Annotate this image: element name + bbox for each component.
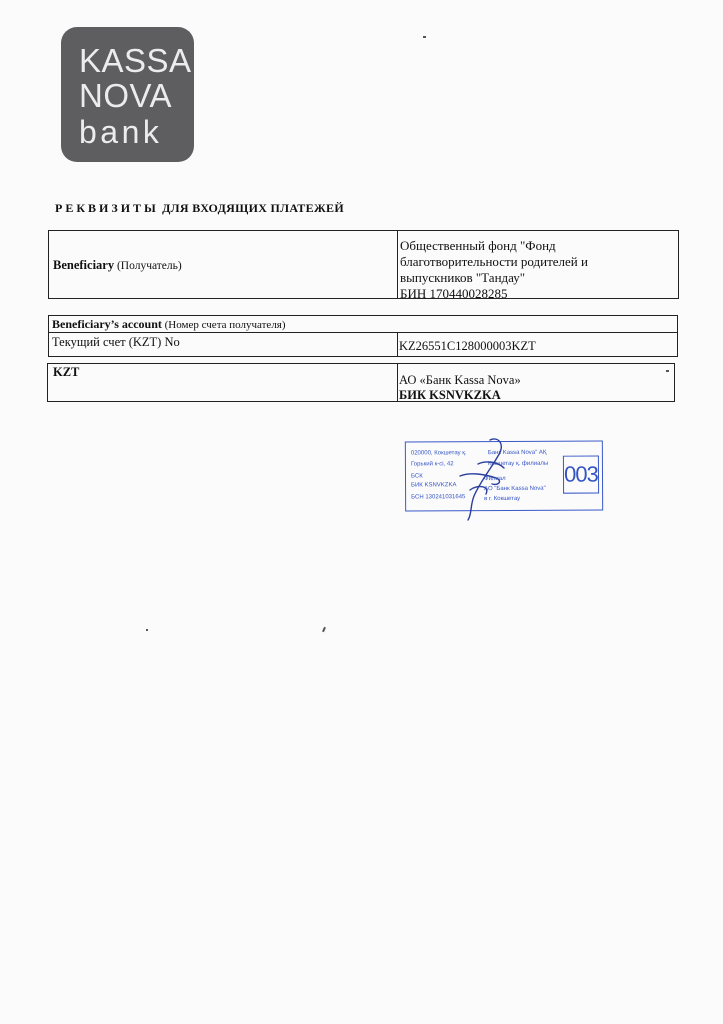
stamp-text: БИК KSNVKZKA: [411, 482, 457, 489]
logo-line-3: bank: [79, 114, 163, 150]
column-divider: [397, 364, 398, 401]
heading-spaced-word: РЕКВИЗИТЫ: [55, 201, 159, 215]
stamp-text: БСК: [410, 473, 423, 480]
stamp-text: БСН 130241031645: [411, 494, 466, 501]
account-row-label: Текущий счет (KZT) No: [52, 335, 180, 349]
signature: [440, 434, 520, 524]
account-header-en: Beneficiary’s account: [52, 317, 162, 331]
account-header: [52, 317, 286, 332]
stamp-number: 003: [563, 456, 599, 494]
bank-table: [47, 363, 675, 402]
heading-rest: ДЛЯ ВХОДЯЩИХ ПЛАТЕЖЕЙ: [158, 201, 344, 215]
scan-speck: [322, 627, 326, 632]
beneficiary-value-line: Общественный фонд "Фонд: [400, 238, 556, 253]
beneficiary-label-ru: (Получатель): [114, 260, 182, 272]
column-divider: [397, 333, 398, 356]
logo-line-1: KASSA: [79, 42, 192, 79]
beneficiary-value-line: выпускников "Тандау": [400, 269, 526, 285]
stamp-text: Кокшетау қ. филиалы: [487, 460, 549, 468]
currency-label: KZT: [53, 365, 80, 379]
bank-name: АО «Банк Kassa Nova»: [399, 373, 521, 387]
scan-speck: [423, 36, 426, 38]
account-header-ru: (Номер счета получателя): [161, 319, 286, 331]
scan-speck: [146, 629, 148, 631]
beneficiary-value-line: благотворительности родителей и: [400, 253, 588, 269]
beneficiary-value: [400, 238, 588, 302]
document-heading: [55, 201, 344, 216]
stamp-text: Горький к-сі, 42: [410, 461, 454, 468]
bank-bik: БИК KSNVKZKA: [399, 388, 501, 402]
beneficiary-label-en: Beneficiary: [53, 258, 115, 272]
stamp-text: АО "Банк Kassa Nova": [484, 485, 546, 493]
logo-line-2: NOVA: [79, 77, 173, 114]
stamp-text: Банк Kassa Nova" АҚ: [487, 449, 547, 457]
column-divider: [397, 231, 398, 298]
beneficiary-label: [53, 258, 182, 274]
beneficiary-table: [48, 230, 679, 299]
stamp-text: 020000, Кокшетау қ.: [410, 450, 467, 457]
account-table: [48, 315, 678, 357]
stamp-text: Филиал: [484, 475, 506, 483]
kassa-nova-bank-logo: [61, 27, 194, 162]
scan-speck: [666, 370, 669, 372]
account-number: KZ26551C128000003KZT: [399, 339, 536, 353]
beneficiary-bin: БИН 170440028285: [400, 285, 508, 301]
stamp-text: в г. Кокшетау: [484, 495, 521, 503]
